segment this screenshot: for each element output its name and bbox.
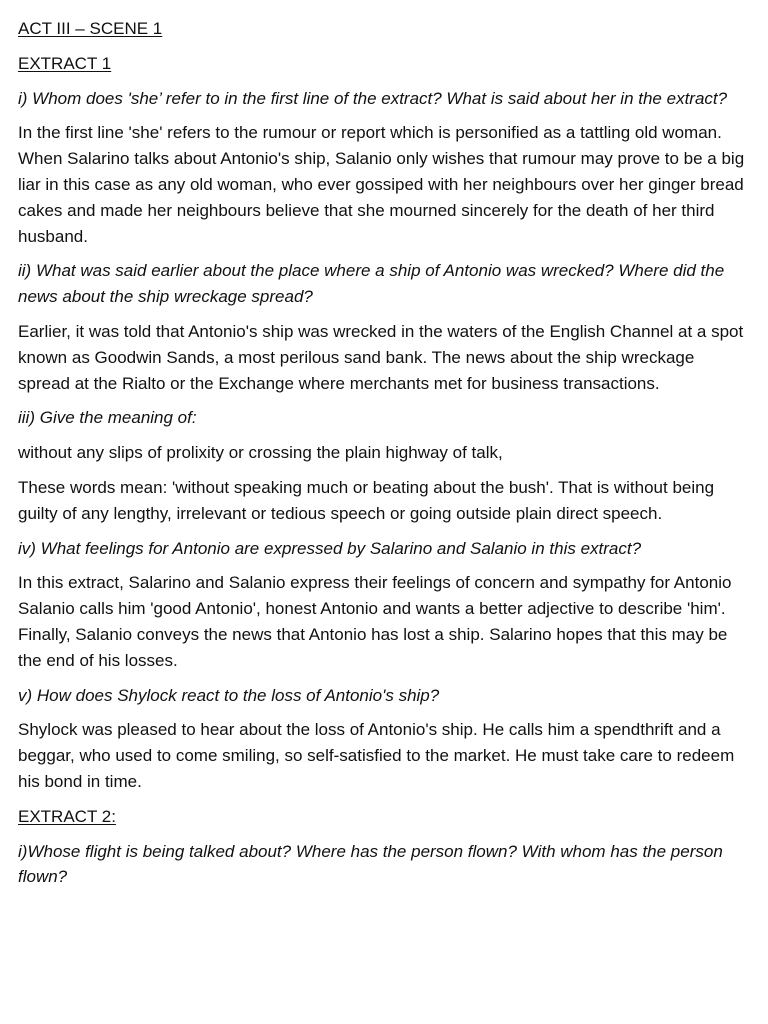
extract-1-answer-1: In the first line 'she' refers to the rumour or report which is personified as a tattling old woman. When Salarino talks about Antonio's ship, Salanio only wishes that rumour may prove to be a big liar in this case as any old woman, who ever gossiped with her neighbours over her ginger bread cakes and made her neighbours believe that she mourned sincerely for the death of her third husband. <box>18 123 745 246</box>
extract-1-question-3-phrase: without any slips of prolixity or crossing the plain highway of talk, <box>18 443 503 463</box>
extract-1-question-4: iv) What feelings for Antonio are expressed by Salarino and Salanio in this extract? <box>18 538 642 558</box>
extract-2-heading: EXTRACT 2: <box>18 806 116 826</box>
extract-1-heading: EXTRACT 1 <box>18 53 112 73</box>
extract-1-answer-5: Shylock was pleased to hear about the loss of Antonio's ship. He calls him a spendthrift and a beggar, who used to come smiling, so self-satisfied to the market. He must take care to redeem his bond in time. <box>18 720 735 791</box>
extract-1-answer-4: In this extract, Salarino and Salanio express their feelings of concern and sympathy for Antonio Salanio calls him 'good Antonio', honest Antonio and wants a better adjective to describe 'him'. Finally, Salanio conveys the news that Antonio has lost a ship. Salarino hopes that this may be the end of his losses. <box>18 573 732 670</box>
extract-1-question-3: iii) Give the meaning of: <box>18 408 197 428</box>
document-page <box>18 16 750 899</box>
extract-1-question-1: i) Whom does 'she’ refer to in the first line of the extract? What is said about her in the extract? <box>18 88 728 108</box>
extract-1-answer-3: These words mean: 'without speaking much or beating about the bush'. That is without being guilty of any lengthy, irrelevant or tedious speech or going outside plain direct speech. <box>18 477 715 523</box>
extract-2-question-1: i)Whose flight is being talked about? Where has the person flown? With whom has the person flown? <box>18 841 723 887</box>
extract-1-question-2: ii) What was said earlier about the place where a ship of Antonio was wrecked? Where did the news about the ship wreckage spread? <box>18 261 725 307</box>
act-heading: ACT III – SCENE 1 <box>18 19 163 38</box>
extract-1-question-5: v) How does Shylock react to the loss of Antonio's ship? <box>18 685 440 705</box>
extract-1-answer-2: Earlier, it was told that Antonio's ship was wrecked in the waters of the English Channel at a spot known as Goodwin Sands, a most perilous sand bank. The news about the ship wreckage spread at the Rialto or the Exchange where merchants met for business transactions. <box>18 321 744 393</box>
